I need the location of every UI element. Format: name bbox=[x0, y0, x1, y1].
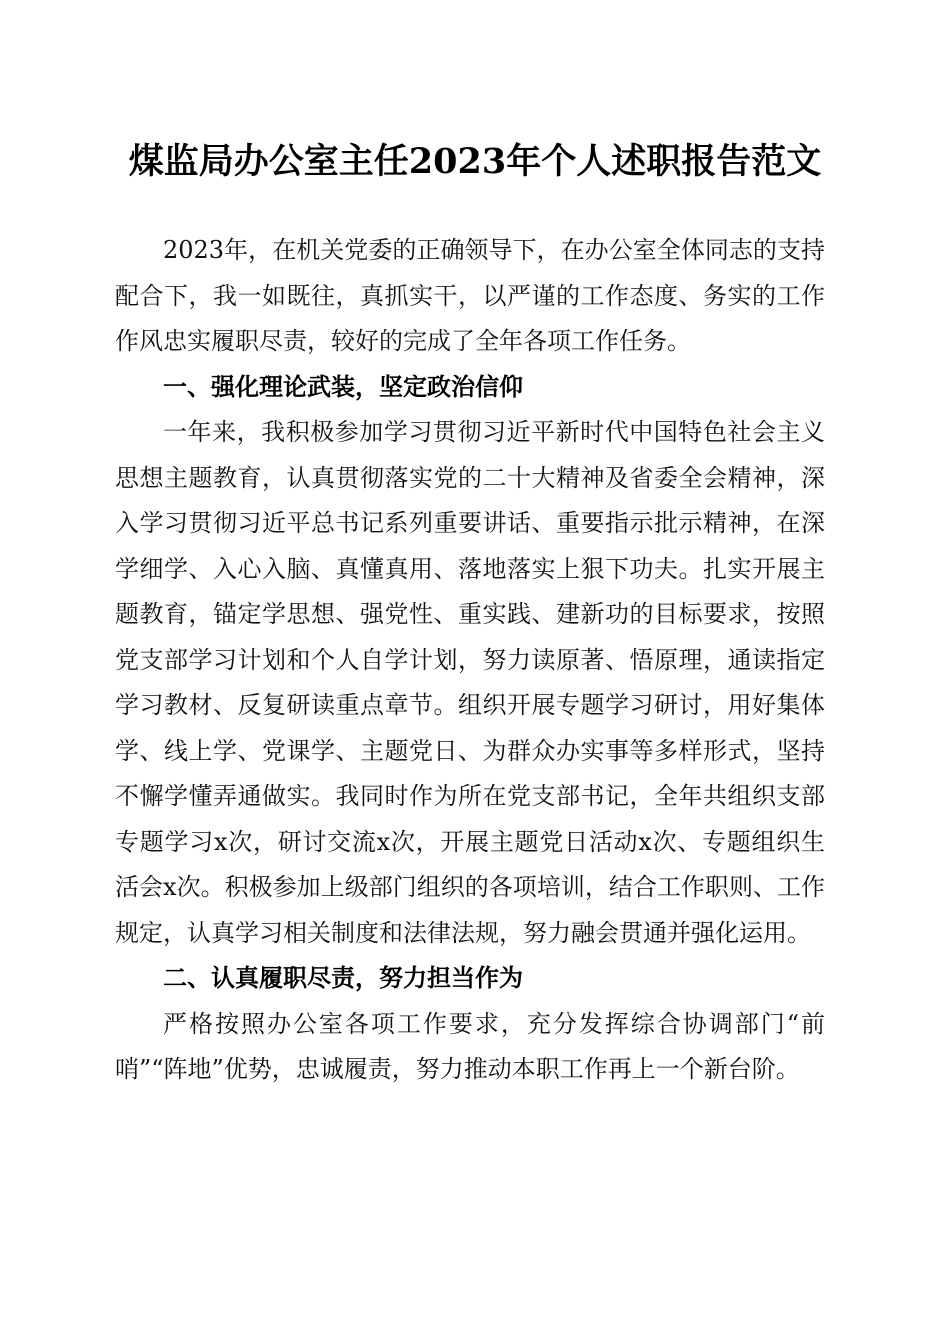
section-2-heading: 二、认真履职尽责，努力担当作为 bbox=[163, 964, 523, 992]
intro-paragraph: 2023年，在机关党委的正确领导下，在办公室全体同志的支持配合下，我一如既往，真抓实干，以严谨的工作态度、务实的工作作风忠实履职尽责，较好的完成了全年各项工作任务。 bbox=[115, 236, 825, 355]
document-body bbox=[115, 228, 825, 1093]
section-1-paragraph: 一年来，我积极参加学习贯彻习近平新时代中国特色社会主义思想主题教育，认真贯彻落实党的二十大精神及省委全会精神，深入学习贯彻习近平总书记系列重要讲话、重要指示批示精神，在深学细学、入心入脑、真懂真用、落地落实上狠下功夫。扎实开展主题教育，锚定学思想、强党性、重实践、建新功的目标要求，按照党支部学习计划和个人自学计划，努力读原著、悟原理，通读指定学习教材、反复研读重点章节。组织开展专题学习研讨，用好集体学、线上学、党课学、主题党日、为群众办实事等多样形式，坚持不懈学懂弄通做实。我同时作为所在党支部书记，全年共组织支部专题学习x次，研讨交流x次，开展主题党日活动x次、专题组织生活会x次。积极参加上级部门组织的各项培训，结合工作职则、工作规定，认真学习相关制度和法律法规，努力融会贯通并强化运用。 bbox=[115, 418, 825, 947]
document-title: 煤监局办公室主任2023年个人述职报告范文 bbox=[128, 141, 822, 182]
section-2-paragraph: 严格按照办公室各项工作要求，充分发挥综合协调部门“前哨”“阵地”优势，忠诚履责，努力推动本职工作再上一个新台阶。 bbox=[115, 1009, 825, 1083]
section-1-heading: 一、强化理论武装，坚定政治信仰 bbox=[163, 372, 523, 401]
